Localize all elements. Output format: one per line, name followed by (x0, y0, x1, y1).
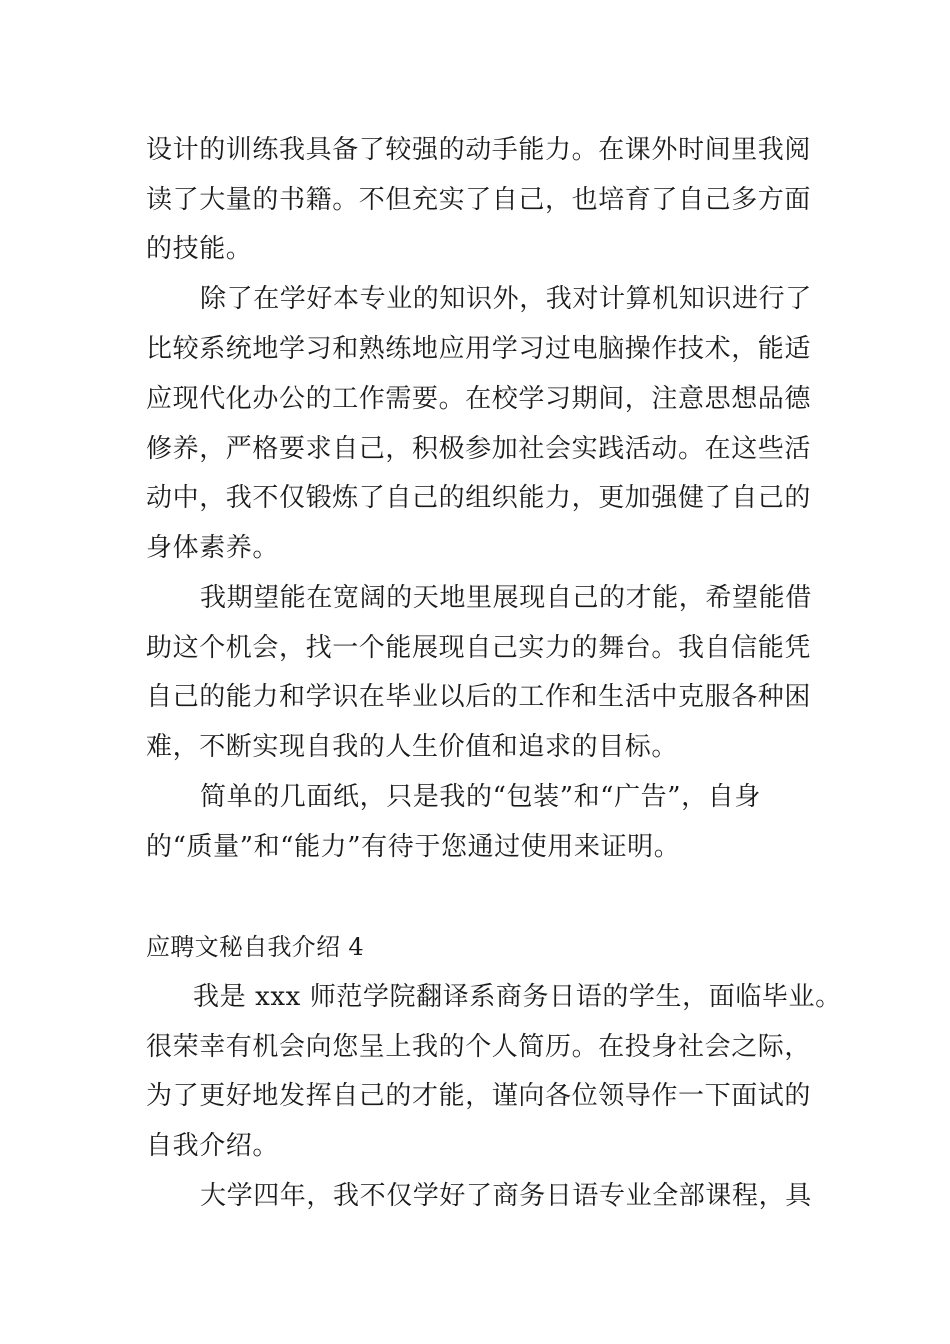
paragraph-line: 自我介绍。 (146, 1131, 280, 1161)
paragraph-line: 简单的几面纸，只是我的“包装”和“广告”，自身 (200, 782, 761, 812)
paragraph-line: 我是 xxx 师范学院翻译系商务日语的学生，面临毕业。 (193, 982, 842, 1012)
paragraph-line: 大学四年，我不仅学好了商务日语专业全部课程，具 (200, 1181, 812, 1211)
paragraph-line: 读了大量的书籍。不但充实了自己，也培育了自己多方面 (146, 185, 812, 215)
paragraph-line: 的“质量”和“能力”有待于您通过使用来证明。 (146, 832, 681, 862)
paragraph-line: 除了在学好本专业的知识外，我对计算机知识进行了 (200, 284, 812, 314)
paragraph-line: 自己的能力和学识在毕业以后的工作和生活中克服各种困 (146, 682, 812, 712)
section-heading: 应聘文秘自我介绍 4 (146, 933, 364, 961)
paragraph-line: 设计的训练我具备了较强的动手能力。在课外时间里我阅 (146, 135, 812, 165)
paragraph-line: 难，不断实现自我的人生价值和追求的目标。 (146, 732, 679, 762)
paragraph-line: 助这个机会，找一个能展现自己实力的舞台。我自信能凭 (146, 633, 812, 663)
paragraph-line: 为了更好地发挥自己的才能，谨向各位领导作一下面试的 (146, 1081, 812, 1111)
paragraph-line: 很荣幸有机会向您呈上我的个人简历。在投身社会之际， (146, 1032, 812, 1062)
paragraph-line: 身体素养。 (146, 533, 280, 563)
paragraph-line: 我期望能在宽阔的天地里展现自己的才能，希望能借 (200, 583, 812, 613)
paragraph-line: 修养，严格要求自己，积极参加社会实践活动。在这些活 (146, 434, 812, 464)
paragraph-line: 的技能。 (146, 234, 253, 264)
paragraph-line: 比较系统地学习和熟练地应用学习过电脑操作技术，能适 (146, 334, 812, 364)
paragraph-line: 应现代化办公的工作需要。在校学习期间，注意思想品德 (146, 384, 812, 414)
paragraph-line: 动中，我不仅锻炼了自己的组织能力，更加强健了自己的 (146, 483, 812, 513)
